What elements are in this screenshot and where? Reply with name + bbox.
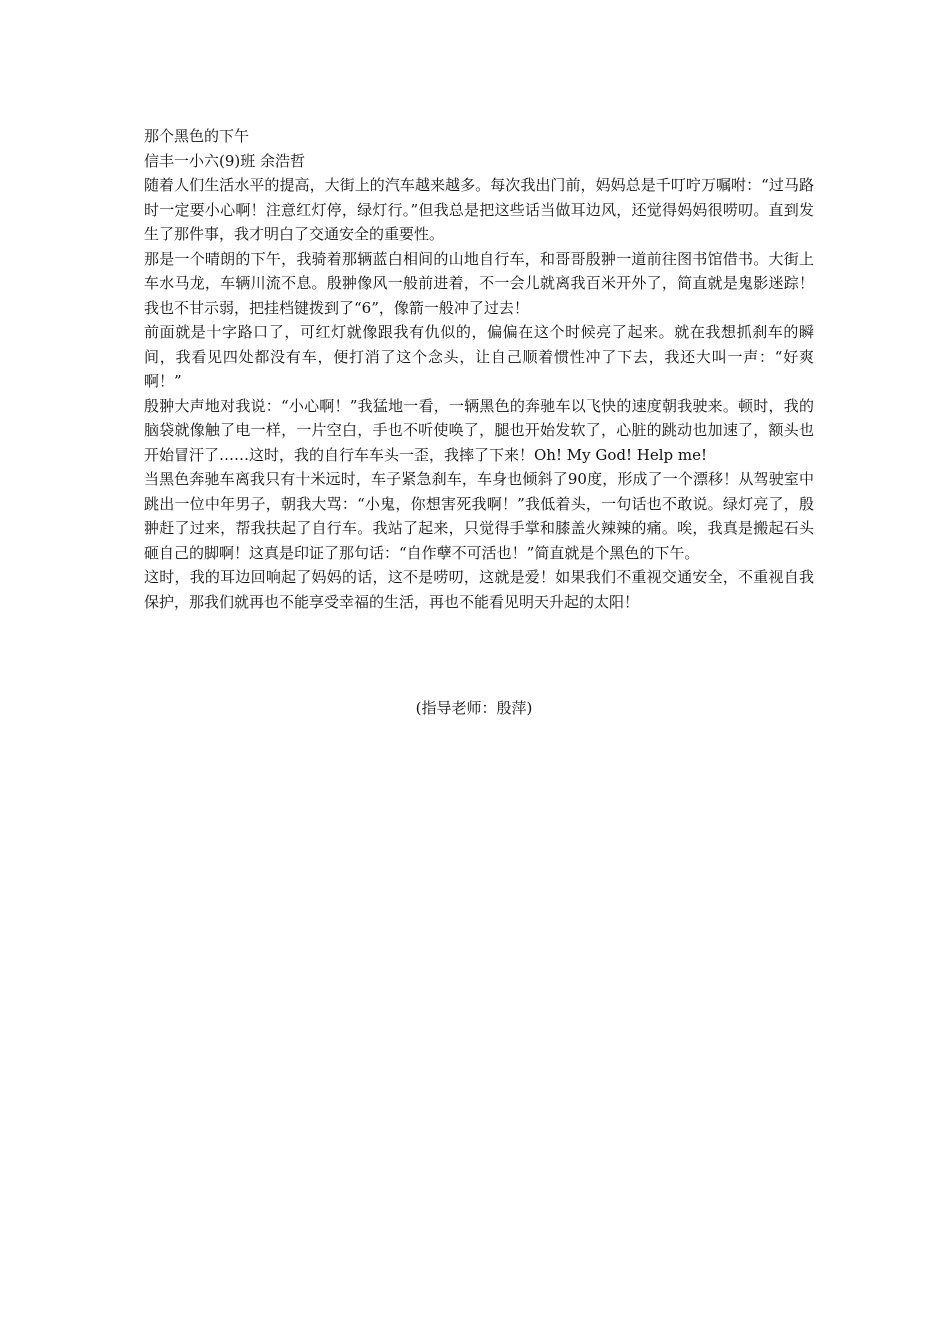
- essay-title: 那个黑色的下午: [144, 127, 250, 145]
- essay-body: [144, 124, 814, 717]
- paragraph-3: 前面就是十字路口了，可红灯就像跟我有仇似的，偏偏在这个时候亮了起来。就在我想抓刹车的瞬间，我看见四处都没有车，便打消了这个念头，让自己顺着惯性冲了下去，我还大叫一声：“好爽啊！”: [144, 323, 814, 390]
- teacher-note: (指导老师：殷萍): [415, 699, 533, 717]
- paragraph-1: 随着人们生活水平的提高，大街上的汽车越来越多。每次我出门前，妈妈总是千叮咛万嘱咐：“过马路时一定要小心啊！注意红灯停，绿灯行。”但我总是把这些话当做耳边风，还觉得妈妈很唠叨。直到发生了那件事，我才明白了交通安全的重要性。: [144, 176, 814, 243]
- paragraph-4: 殷翀大声地对我说：“小心啊！”我猛地一看，一辆黑色的奔驰车以飞快的速度朝我驶来。顿时，我的脑袋就像触了电一样，一片空白，手也不听使唤了，腿也开始发软了，心脏的跳动也加速了，额头也开始冒汗了……这时，我的自行车车头一歪，我摔了下来！Oh! My God! Help me!: [144, 396, 814, 464]
- paragraph-5: 当黑色奔驰车离我只有十米远时，车子紧急刹车，车身也倾斜了90度，形成了一个漂移！从驾驶室中跳出一位中年男子，朝我大骂：“小鬼，你想害死我啊！”我低着头，一句话也不敢说。绿灯亮了，殷翀赶了过来，帮我扶起了自行车。我站了起来，只觉得手掌和膝盖火辣辣的痛。唉，我真是搬起石头砸自己的脚啊！这真是印证了那句话：“自作孽不可活也！”简直就是个黑色的下午。: [144, 470, 814, 562]
- paragraph-6: 这时，我的耳边回响起了妈妈的话，这不是唠叨，这就是爱！如果我们不重视交通安全，不重视自我保护，那我们就再也不能享受幸福的生活，再也不能看见明天升起的太阳！: [144, 568, 814, 611]
- teacher-note-row: [144, 696, 814, 721]
- paragraph-2: 那是一个晴朗的下午，我骑着那辆蓝白相间的山地自行车，和哥哥殷翀一道前往图书馆借书。大街上车水马龙，车辆川流不息。殷翀像风一般前进着，不一会儿就离我百米开外了，简直就是鬼影迷踪！我也不甘示弱，把挂档键拨到了“6”，像箭一般冲了过去！: [144, 249, 814, 317]
- author-line: 信丰一小六(9)班 余浩哲: [144, 151, 306, 170]
